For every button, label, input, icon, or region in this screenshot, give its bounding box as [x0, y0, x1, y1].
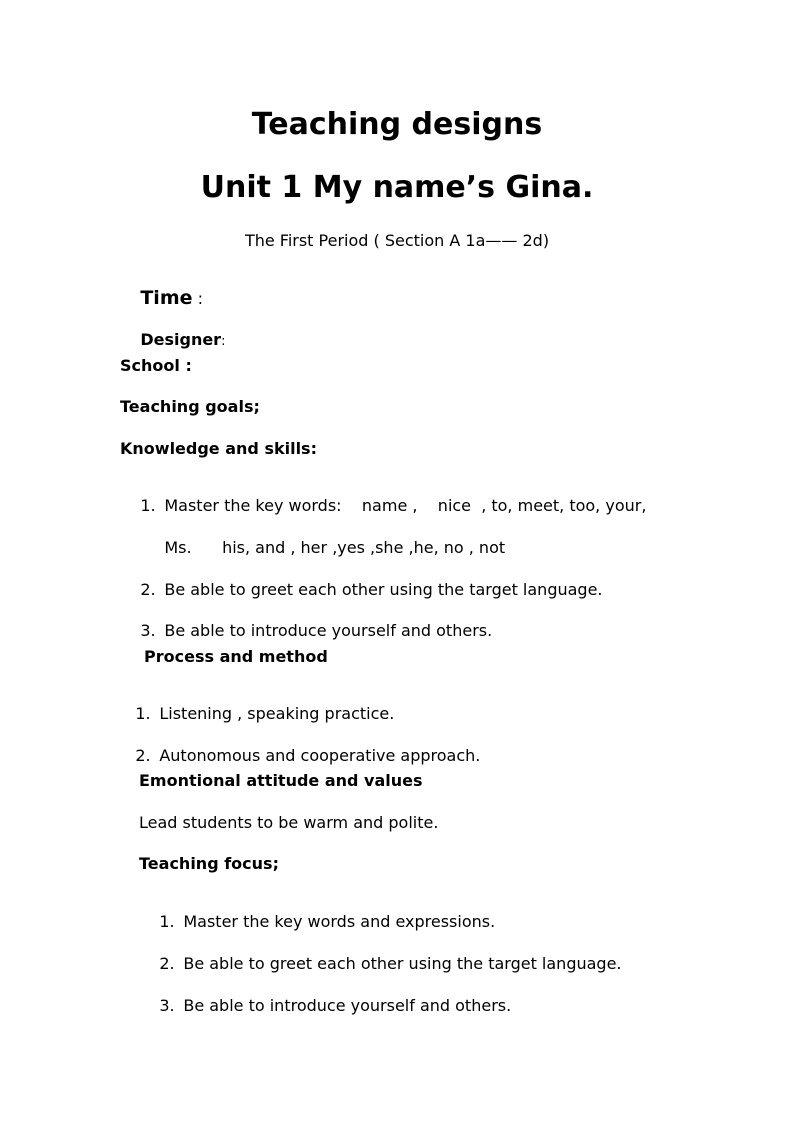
designer-label: Designer: [140, 330, 222, 349]
list-text: Ms. his, and , her ,yes ,she ,he, no , not: [164, 538, 506, 557]
period-subtitle: The First Period ( Section A 1a—— 2d): [244, 231, 550, 250]
teaching-focus-heading: Teaching focus;: [139, 854, 279, 873]
list-item: [139, 940, 622, 988]
list-item: [139, 982, 511, 1030]
attitude-values-text: Lead students to be warm and polite.: [139, 813, 439, 832]
knowledge-skills-heading: Knowledge and skills:: [120, 439, 317, 458]
list-text: Be able to greet each other using the target language.: [183, 954, 622, 973]
list-number: 1.: [140, 496, 156, 515]
list-item-continuation: [144, 524, 505, 572]
teaching-goals-heading: Teaching goals;: [120, 397, 260, 416]
list-text: Master the key words: name , nice , to, meet, too, your,: [164, 496, 647, 515]
designer-separator: :: [221, 334, 226, 349]
list-text: Be able to introduce yourself and others.: [183, 996, 512, 1015]
list-number: 1.: [159, 912, 175, 931]
list-text: Master the key words and expressions.: [183, 912, 496, 931]
list-number: 2.: [140, 580, 156, 599]
list-text: Autonomous and cooperative approach.: [159, 746, 481, 765]
document-title: Teaching designs: [251, 107, 543, 142]
unit-title: Unit 1 My name’s Gina.: [200, 170, 594, 205]
list-text: Be able to introduce yourself and others.: [164, 621, 493, 640]
school-label: School :: [120, 356, 192, 375]
list-number: 2.: [135, 746, 151, 765]
attitude-values-heading: Emontional attitude and values: [139, 771, 423, 790]
list-number: 3.: [159, 996, 175, 1015]
list-item: [139, 898, 495, 946]
time-separator: :: [192, 289, 203, 308]
list-item: [120, 482, 646, 530]
list-item: [115, 690, 394, 738]
list-text: Listening , speaking practice.: [159, 704, 395, 723]
time-label: Time: [140, 287, 193, 309]
list-number: 2.: [159, 954, 175, 973]
list-number: 1.: [135, 704, 151, 723]
process-method-heading: Process and method: [144, 647, 328, 666]
list-number: 3.: [140, 621, 156, 640]
list-text: Be able to greet each other using the target language.: [164, 580, 603, 599]
